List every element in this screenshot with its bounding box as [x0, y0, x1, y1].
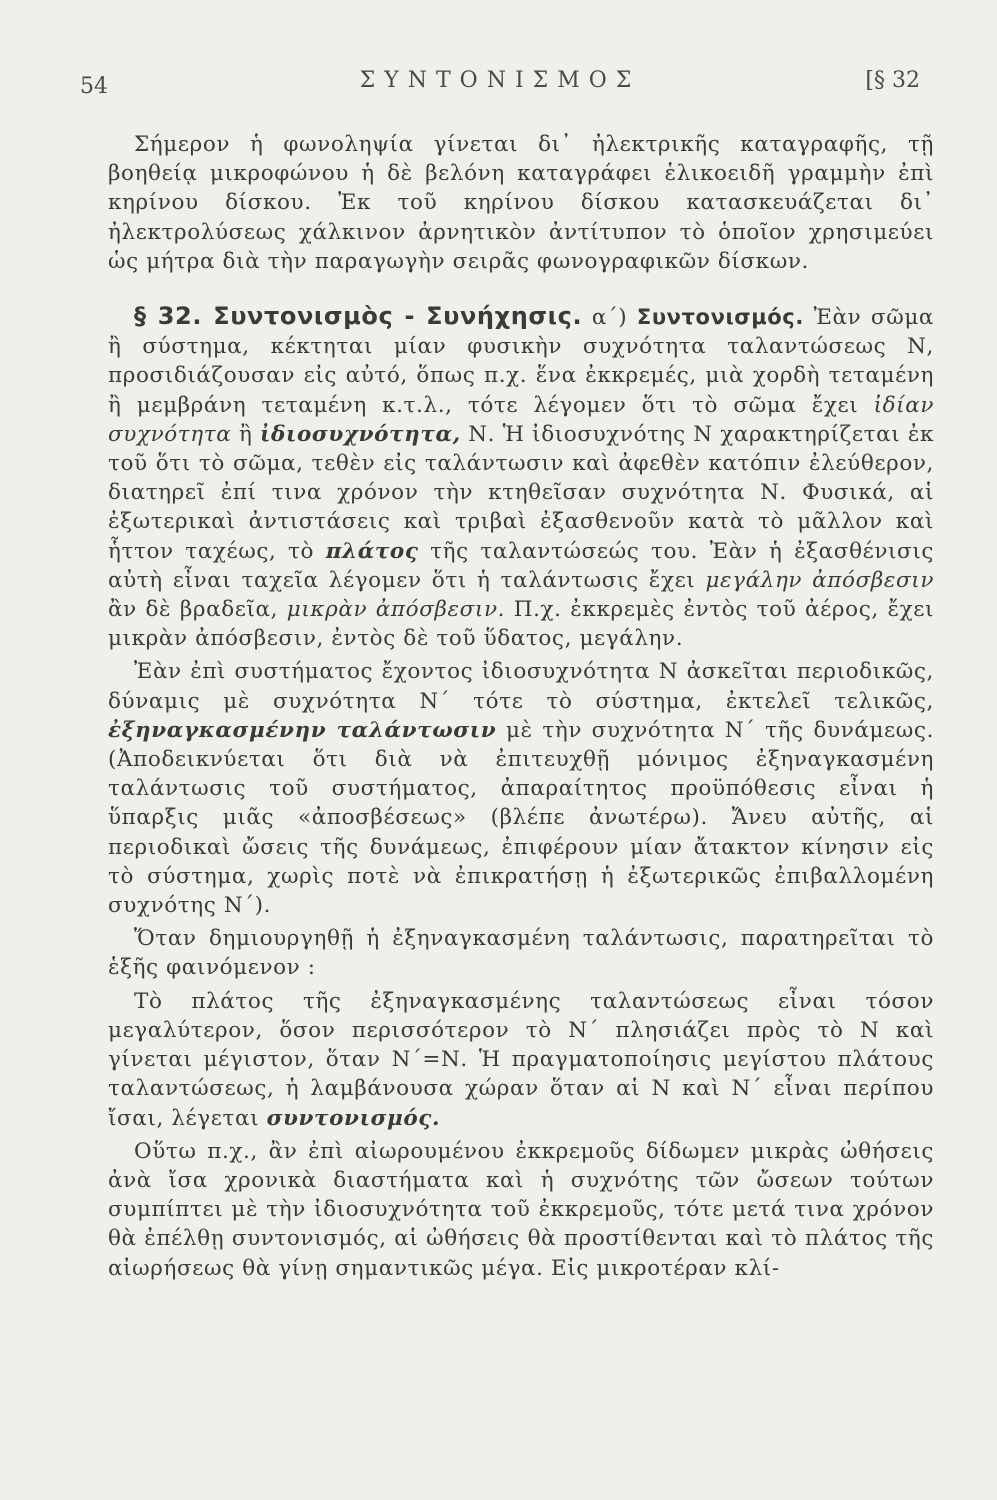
page-number: 54 [80, 74, 108, 99]
paragraph-resonance-definition [108, 987, 934, 1133]
text-span: Π.χ. ἐκκρεμὲς ἐντὸς τοῦ ἀέρος, ἔχει μικρὰν ἀπόσβεσιν, ἐντὸς δὲ τοῦ ὕδατος, μεγάλην. [108, 597, 934, 652]
italic-term: ἰδίαν συχνότητα [108, 392, 934, 447]
text-span: μὲ τὴν συχνότητα Ν΄ τῆς δυνάμεως. (Ἀποδεικνύεται ὅτι διὰ νὰ ἐπιτευχθῇ μόνιμος ἐξηναγκασμένη ταλάντωσις τοῦ συστήματος, ἀπαραίτητος προϋπόθεσις εἶναι ἡ ὕπαρξις μιᾶς «ἀποσβέσεως» (βλέπε ἀνωτέρω). Ἄνευ αὐτῆς, αἱ περιοδικαὶ ὤσεις τῆς δυνάμεως, ἐπιφέρουν μίαν ἄτακτον κίνησιν εἰς τὸ σύστημα, χωρὶς ποτὲ νὰ ἐπικρατήσῃ ἡ ἐξωτερικῶς ἐπιβαλλομένη συχνότης Ν΄). [108, 717, 935, 919]
running-title: ΣΥΝΤΟΝΙΣΜΟΣ [359, 68, 641, 93]
bold-term: ἰδιοσυχνότητα, [260, 421, 461, 447]
paragraph-phonograph: Σήμερον ἡ φωνοληψία γίνεται δι᾽ ἠλεκτρικῆς καταγραφῆς, τῇ βοηθείᾳ μικροφώνου ἡ δὲ βελόνη καταγράφει ἑλικοειδῆ γραμμὴν ἐπὶ κηρίνου δίσκου. Ἐκ τοῦ κηρίνου δίσκου κατασκευάζεται δι᾽ ἠλεκτρολύσεως χάλκινον ἀρνητικὸν ἀντίτυπον τὸ ὁποῖον χρησιμεύει ὡς μήτρα διὰ τὴν παραγωγὴν σειρᾶς φωνογραφικῶν δίσκων. [108, 132, 934, 274]
paragraph-forced-oscillation [108, 657, 934, 920]
body-text [108, 130, 934, 1287]
paragraph-section-32 [108, 302, 934, 653]
italic-term: μικρὰν ἀπόσβεσιν. [286, 597, 506, 623]
paragraph-pendulum-example: Οὕτω π.χ., ἂν ἐπὶ αἰωρουμένου ἐκκρεμοῦς δίδωμεν μικρὰς ὠθήσεις ἀνὰ ἴσα χρονικὰ διαστήματα καὶ ἡ συχνότης τῶν ὤσεων τούτων συμπίπτει μὲ τὴν ἰδιοσυχνότητα τοῦ ἐκκρεμοῦς, τότε μετά τινα χρόνον θὰ ἐπέλθῃ συντονισμός, αἱ ὠθήσεις θὰ προστίθενται καὶ τὸ πλάτος τῆς αἰωρήσεως θὰ γίνῃ σημαντικῶς μέγα. Εἰς μικροτέραν κλί- [108, 1138, 934, 1281]
text-span: ἢ [238, 421, 253, 447]
subsection-title: Συντονισμός. [636, 305, 804, 330]
paragraph-phenomenon: Ὅταν δημιουργηθῇ ἡ ἐξηναγκασμένη ταλάντωσις, παρατηρεῖται τὸ ἑξῆς φαινόμενον : [108, 926, 934, 981]
text-span: Ν. Ἡ ἰδιοσυχνότης Ν χαρακτηρίζεται ἐκ τοῦ ὅτι τὸ σῶμα, τεθὲν εἰς ταλάντωσιν καὶ ἀφεθὲν κατόπιν ἐλεύθερον, διατηρεῖ ἐπί τινα χρόνον τὴν κτηθεῖσαν συχνότητα Ν. Φυσικά, αἱ ἐξωτερικαὶ ἀντιστάσεις καὶ τριβαὶ ἐξασθενοῦν κατὰ τὸ μᾶλλον καὶ ἧττον ταχέως, τὸ [108, 421, 935, 564]
text-span: Τὸ πλάτος τῆς ἐξηναγκασμένης ταλαντώσεως εἶναι τόσον μεγαλύτερον, ὅσον περισσότερον τὸ Ν΄ πλησιάζει πρὸς τὸ Ν καὶ γίνεται μέγιστον, ὅταν Ν΄=Ν. Ἡ πραγματοποίησις μεγίστου πλάτους ταλαντώσεως, ἡ λαμβάνουσα χώραν ὅταν αἱ Ν καὶ Ν΄ εἶναι περίπου ἴσαι, λέγεται [108, 988, 934, 1131]
italic-term: μεγάλην ἀπόσβεσιν [705, 567, 934, 593]
text-span: Ἐὰν σῶμα ἢ σύστημα, κέκτηται μίαν φυσικὴν συχνότητα ταλαντώσεως Ν, προσιδιάζουσαν εἰς αὐτό, ὅπως π.χ. ἕνα ἐκκρεμές, μιὰ χορδὴ τεταμένη ἢ μεμβράνη τεταμένη κ.τ.λ., τότε λέγομεν ὅτι τὸ σῶμα ἔχει [108, 305, 935, 418]
bold-term: πλάτος [325, 538, 419, 564]
page-header [80, 68, 920, 108]
text-span: ἂν δὲ βραδεῖα, [108, 597, 279, 623]
bold-term: συντονισμός. [266, 1105, 441, 1131]
text-span: τῆς ταλαντώσεώς του. Ἐὰν ἡ ἐξασθένισις αὐτὴ εἶναι ταχεῖα λέγομεν ὅτι ἡ ταλάντωσις ἔχει [108, 538, 934, 593]
section-heading: § 32. Συντονισμὸς - Συνήχησις. [134, 302, 583, 331]
bold-term: ἐξηναγκασμένην ταλάντωσιν [108, 717, 497, 743]
section-reference: [§ 32 [865, 68, 920, 93]
subsection-label: α΄) [591, 305, 628, 331]
text-span: Ἐὰν ἐπὶ συστήματος ἔχοντος ἰδιοσυχνότητα Ν ἀσκεῖται περιοδικῶς, δύναμις μὲ συχνότητα Ν΄ τότε τὸ σύστημα, ἐκτελεῖ τελικῶς, [108, 659, 934, 714]
